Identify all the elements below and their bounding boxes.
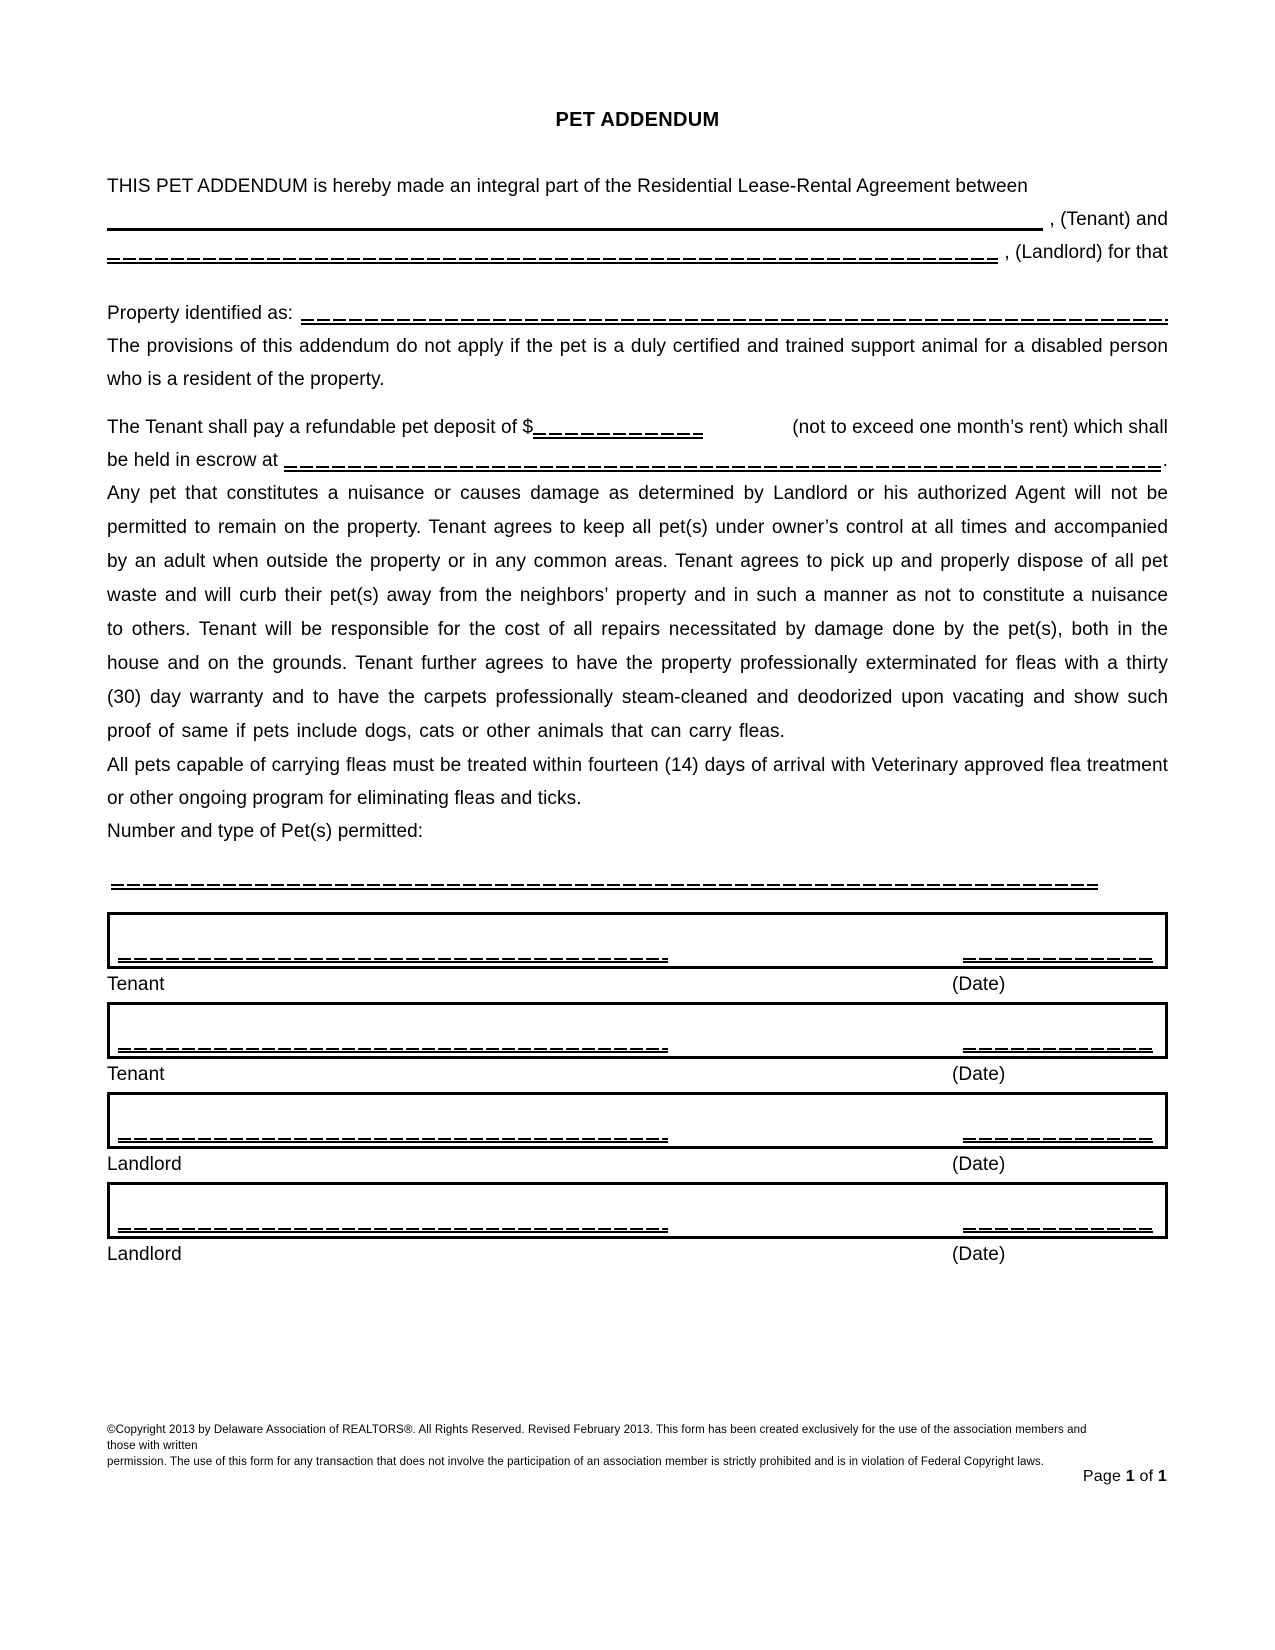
nuisance-paragraph: Any pet that constitutes a nuisance or causes damage as determined by Landlord or his authorized Agent will not be permitted to remain on the property. Tenant agrees to keep all pet(s) under owner’s control at all times and accompanied by an adult when outside the property or in any common areas. Tenant agrees to pick up and properly dispose of all pet waste and will curb their pet(s) away from the neighbors’ property and in such a manner as not to constitute a nuisance to others. Tenant will be responsible for the cost of all repairs necessitated by damage done by the pet(s), both in the house and on the grounds. Tenant further agrees to have the property professionally exterminated for fleas with a thirty (30) day warranty and to have the carpets professionally steam-cleaned and deodorized upon vacating and show such proof of same if pets include dogs, cats or other animals that can carry fleas. xyxy=(107,483,1168,742)
pets-permitted-field[interactable] xyxy=(111,878,1098,890)
pets-permitted-label: Number and type of Pet(s) permitted: xyxy=(107,821,424,842)
landlord-2-signature-box[interactable] xyxy=(107,1182,1168,1239)
landlord-1-signature-box[interactable] xyxy=(107,1092,1168,1149)
landlord-1-labels xyxy=(107,1152,1168,1177)
deposit-text-after: (not to exceed one month’s rent) which shall xyxy=(792,417,1168,438)
date-label: (Date) xyxy=(952,1244,1006,1265)
landlord-1-date-line[interactable] xyxy=(963,1134,1153,1143)
signature-block-landlord-1 xyxy=(107,1092,1168,1177)
signature-block-tenant-1 xyxy=(107,912,1168,997)
landlord-suffix-label: , (Landlord) for that xyxy=(1004,242,1168,263)
signer-label: Landlord xyxy=(107,1244,182,1265)
escrow-field[interactable] xyxy=(284,462,1161,472)
tenant-1-signature-line[interactable] xyxy=(118,954,668,963)
landlord-2-signature-line[interactable] xyxy=(118,1224,668,1233)
date-label: (Date) xyxy=(952,1064,1006,1085)
copyright-line-1: ©Copyright 2013 by Delaware Association of REALTORS®. All Rights Reserved. Revised February 2013. This form has been created exclusively for the use of the association members and those with written xyxy=(107,1424,1087,1452)
intro-paragraph xyxy=(107,170,1168,269)
tenant-2-signature-line[interactable] xyxy=(118,1044,668,1053)
tenant-name-row xyxy=(107,203,1168,236)
page-title: PET ADDENDUM xyxy=(555,109,720,131)
page-total: 1 xyxy=(1157,1468,1167,1485)
deposit-lead xyxy=(107,411,703,444)
signer-label: Tenant xyxy=(107,1064,165,1085)
of-word: of xyxy=(1139,1468,1154,1485)
signature-block-landlord-2 xyxy=(107,1182,1168,1267)
support-animal-paragraph: The provisions of this addendum do not apply if the pet is a duly certified and trained support animal for a disabled person who is a resident of the property. xyxy=(107,336,1168,390)
page-current: 1 xyxy=(1125,1468,1135,1485)
tenant-1-labels xyxy=(107,972,1168,997)
copyright-footer xyxy=(107,1422,1107,1470)
tenant-1-signature-box[interactable] xyxy=(107,912,1168,969)
escrow-row xyxy=(107,444,1168,477)
deposit-amount-field[interactable] xyxy=(533,429,703,439)
page-word: Page xyxy=(1082,1468,1122,1485)
signer-label: Tenant xyxy=(107,974,165,995)
property-field[interactable] xyxy=(301,315,1168,325)
tenant-2-signature-box[interactable] xyxy=(107,1002,1168,1059)
signature-area xyxy=(107,912,1168,1267)
tenant-2-labels xyxy=(107,1062,1168,1087)
fleas-paragraph: All pets capable of carrying fleas must be treated within fourteen (14) days of arrival with Veterinary approved flea treatment or other ongoing program for eliminating fleas and ticks. xyxy=(107,755,1168,809)
copyright-line-2: permission. The use of this form for any transaction that does not involve the participation of an association member is strictly prohibited and is in violation of Federal Copyright laws. xyxy=(107,1456,1045,1468)
page-indicator xyxy=(1083,1468,1167,1486)
deposit-text-before: The Tenant shall pay a refundable pet deposit of $ xyxy=(107,417,534,438)
tenant-name-field[interactable] xyxy=(107,218,1043,231)
deposit-row xyxy=(107,411,1168,444)
property-row xyxy=(107,297,1168,330)
landlord-name-field[interactable] xyxy=(107,254,998,264)
escrow-label: be held in escrow at xyxy=(107,450,278,471)
landlord-2-date-line[interactable] xyxy=(963,1224,1153,1233)
landlord-1-signature-line[interactable] xyxy=(118,1134,668,1143)
tenant-suffix-label: , (Tenant) and xyxy=(1049,209,1168,230)
tenant-2-date-line[interactable] xyxy=(963,1044,1153,1053)
signer-label: Landlord xyxy=(107,1154,182,1175)
date-label: (Date) xyxy=(952,1154,1006,1175)
intro-line-1: THIS PET ADDENDUM is hereby made an integral part of the Residential Lease-Rental Agreement between xyxy=(107,176,1028,197)
landlord-name-row xyxy=(107,236,1168,269)
tenant-1-date-line[interactable] xyxy=(963,954,1153,963)
property-label: Property identified as: xyxy=(107,303,294,324)
date-label: (Date) xyxy=(952,974,1006,995)
escrow-period: . xyxy=(1162,450,1168,471)
landlord-2-labels xyxy=(107,1242,1168,1267)
document-content xyxy=(107,0,1168,1272)
signature-block-tenant-2 xyxy=(107,1002,1168,1087)
